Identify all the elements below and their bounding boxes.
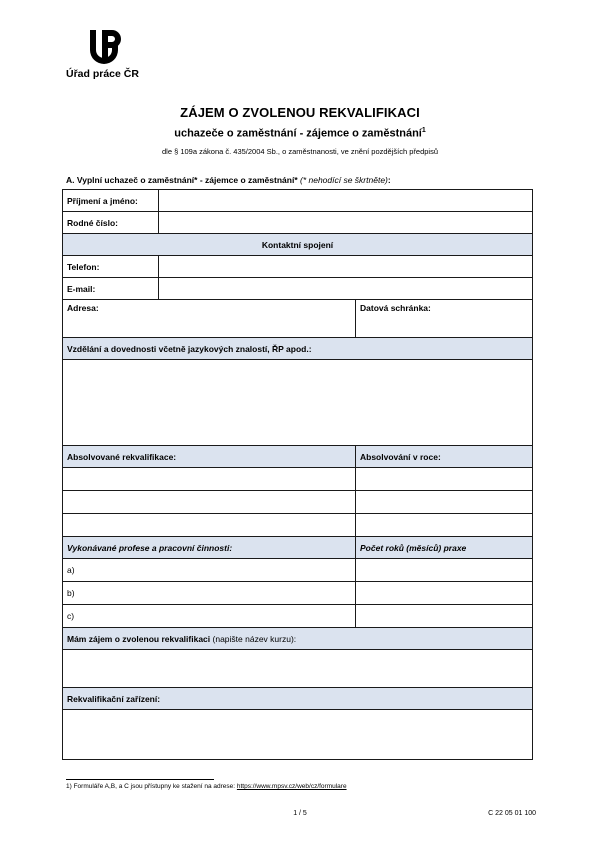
subtitle-text: uchazeče o zaměstnání - zájemce o zaměstnání (174, 127, 422, 140)
phone-label: Telefon: (63, 256, 159, 278)
address-field[interactable] (63, 300, 356, 338)
completed-year-field-1[interactable] (356, 468, 533, 491)
address-label: Adresa: (67, 303, 99, 313)
section-a-note: (* nehodící se škrtněte) (300, 175, 388, 185)
section-a-colon: : (387, 175, 391, 185)
application-form (62, 189, 533, 760)
databox-field[interactable] (356, 300, 533, 338)
row-b-label: b) (67, 588, 75, 598)
facility-field[interactable] (63, 710, 533, 760)
title-block (0, 105, 600, 156)
completed-year-label: Absolvování v roce: (356, 446, 533, 468)
row-c-label: c) (67, 611, 75, 621)
profession-field-c[interactable] (63, 605, 356, 628)
years-field-a[interactable] (356, 559, 533, 582)
footnote-text: 1) Formuláře A,B, a C jsou přístupny ke stažení na adrese: (66, 783, 237, 790)
footnote-marker: 1 (421, 127, 426, 134)
page-subtitle (0, 127, 600, 140)
years-label: Počet roků (měsíců) praxe (356, 537, 533, 559)
completed-requal-field-1[interactable] (63, 468, 356, 491)
section-a-title: A. Vyplní uchazeč o zaměstnání* - zájemce o zaměstnání* (66, 175, 298, 185)
completed-requal-field-3[interactable] (63, 514, 356, 537)
email-label: E-mail: (63, 278, 159, 300)
completed-year-field-2[interactable] (356, 491, 533, 514)
footnote-divider (66, 779, 214, 780)
birth-number-field[interactable] (159, 212, 533, 234)
education-label: Vzdělání a dovednosti včetně jazykových znalostí, ŘP apod.: (63, 338, 533, 360)
birth-number-label: Rodné číslo: (63, 212, 159, 234)
profession-field-a[interactable] (63, 559, 356, 582)
logo-text: Úřad práce ČR (66, 68, 139, 80)
name-label: Příjmení a jméno: (63, 190, 159, 212)
page-number: 1 / 5 (293, 810, 307, 817)
completed-requal-label: Absolvované rekvalifikace: (63, 446, 356, 468)
completed-year-field-3[interactable] (356, 514, 533, 537)
completed-requal-field-2[interactable] (63, 491, 356, 514)
section-a-heading (66, 175, 391, 185)
years-field-c[interactable] (356, 605, 533, 628)
contact-header: Kontaktní spojení (63, 234, 533, 256)
interest-label: Mám zájem o zvolenou rekvalifikaci (67, 633, 211, 644)
logo (66, 28, 146, 80)
footnote (66, 783, 347, 790)
phone-field[interactable] (159, 256, 533, 278)
profession-label: Vykonávané profese a pracovní činnosti: (63, 537, 356, 559)
row-a-label: a) (67, 565, 75, 575)
profession-field-b[interactable] (63, 582, 356, 605)
footnote-link[interactable]: https://www.mpsv.cz/web/cz/formulare (236, 783, 347, 790)
education-field[interactable] (63, 360, 533, 446)
urad-prace-logo-icon (88, 28, 128, 64)
interest-field[interactable] (63, 650, 533, 688)
interest-header (63, 628, 533, 650)
name-field[interactable] (159, 190, 533, 212)
page-title: ZÁJEM O ZVOLENOU REKVALIFIKACI (180, 105, 420, 120)
interest-note: (napište název kurzu): (212, 633, 297, 644)
facility-label: Rekvalifikační zařízení: (63, 688, 533, 710)
email-field[interactable] (159, 278, 533, 300)
law-reference: dle § 109a zákona č. 435/2004 Sb., o zaměstnanosti, ve znění pozdějších předpisů (161, 146, 439, 156)
document-code: C 22 05 01 100 (488, 810, 536, 817)
databox-label: Datová schránka: (360, 303, 431, 313)
years-field-b[interactable] (356, 582, 533, 605)
